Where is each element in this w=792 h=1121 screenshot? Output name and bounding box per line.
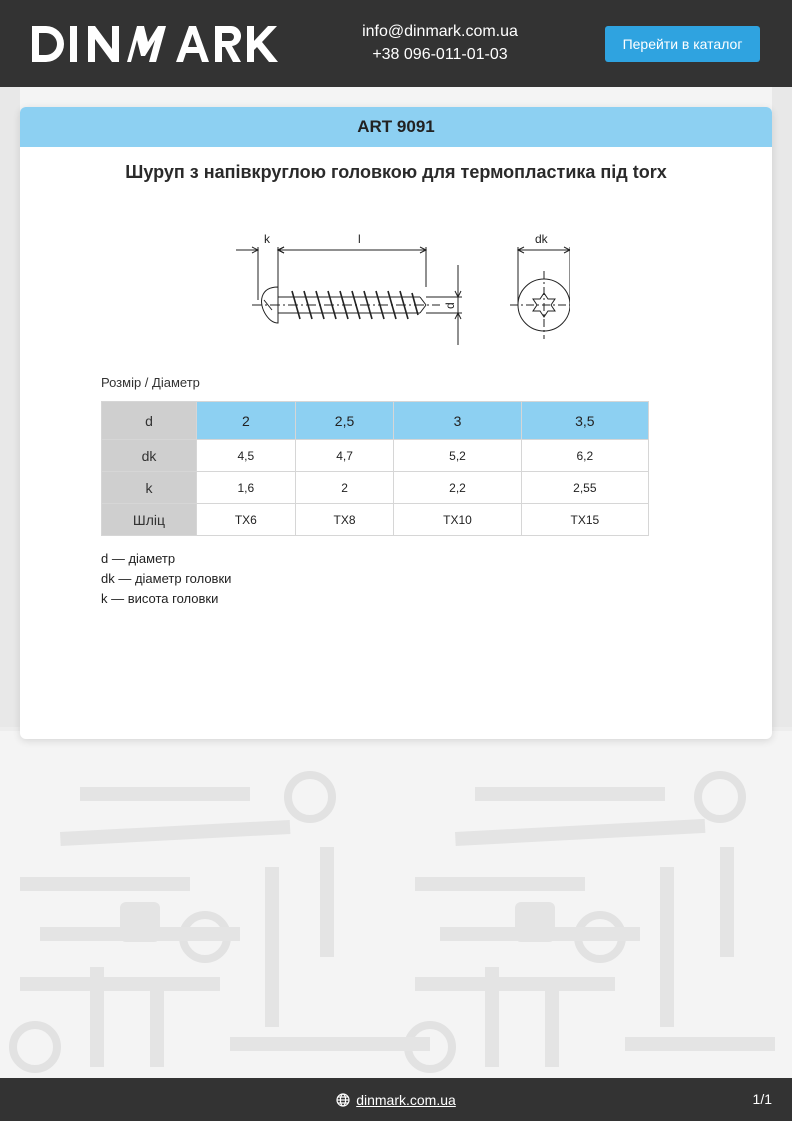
footer-site-link[interactable]: [0, 1078, 792, 1121]
footer-site-text[interactable]: dinmark.com.ua: [356, 1091, 456, 1108]
label-d: d: [443, 302, 457, 309]
table-cell: TX15: [521, 504, 648, 536]
table-row: [102, 472, 649, 504]
table-cell: 2,55: [521, 472, 648, 504]
dinmark-logo[interactable]: [30, 24, 280, 64]
label-l: l: [358, 232, 361, 246]
table-column-header: 2,5: [295, 402, 394, 440]
table-column-header: 3,5: [521, 402, 648, 440]
table-cell: TX6: [197, 504, 296, 536]
table-cell: 5,2: [394, 440, 521, 472]
size-table: [101, 401, 649, 536]
table-cell: 1,6: [197, 472, 296, 504]
legend: [101, 549, 231, 609]
legend-item: dk — діаметр головки: [101, 571, 232, 586]
footer: [0, 1078, 792, 1121]
table-cell: 4,7: [295, 440, 394, 472]
art-number: ART 9091: [20, 107, 772, 147]
table-cell: TX10: [394, 504, 521, 536]
table-row-label: k: [102, 472, 197, 504]
page-number: 1/1: [752, 1091, 772, 1107]
table-row-label: Шліц: [102, 504, 197, 536]
globe-icon: [336, 1093, 350, 1107]
top-header: [0, 0, 792, 87]
legend-item: k — висота головки: [101, 591, 219, 606]
table-row: [102, 504, 649, 536]
table-cell: 2: [295, 472, 394, 504]
table-cell: TX8: [295, 504, 394, 536]
product-card: [20, 107, 772, 739]
size-label: Розмір / Діаметр: [101, 375, 200, 390]
table-cell: 6,2: [521, 440, 648, 472]
svg-text:DINMARK: DINMARK: [30, 24, 35, 25]
catalog-button[interactable]: Перейти в каталог: [605, 26, 760, 62]
screw-drawing: [230, 225, 570, 355]
label-k: k: [264, 232, 270, 246]
product-title: Шуруп з напівкруглою головкою для термопластика під torx: [125, 162, 667, 182]
email-link[interactable]: info@dinmark.com.ua: [362, 23, 518, 40]
table-cell: 4,5: [197, 440, 296, 472]
table-row-label: dk: [102, 440, 197, 472]
table-row-label: d: [102, 402, 197, 440]
label-dk: dk: [535, 232, 548, 246]
table-column-header: 3: [394, 402, 521, 440]
contacts: [330, 20, 550, 66]
table-row: [102, 440, 649, 472]
table-cell: 2,2: [394, 472, 521, 504]
table-column-header: 2: [197, 402, 296, 440]
phone-link[interactable]: +38 096-011-01-03: [372, 46, 508, 63]
table-header-row: [102, 402, 649, 440]
legend-item: d — діаметр: [101, 551, 176, 566]
